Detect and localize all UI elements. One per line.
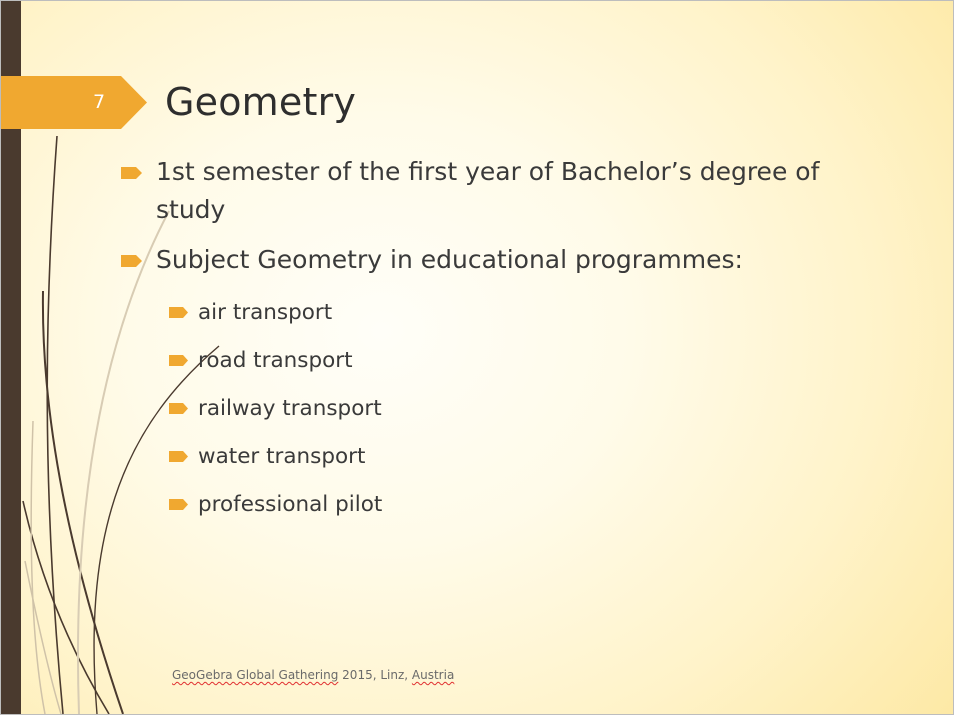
sub-bullet-text: railway transport [198, 396, 382, 421]
sub-bullet-item [169, 487, 382, 523]
bullet-item [121, 153, 851, 229]
arrow-bullet-icon [169, 355, 189, 366]
arrow-bullet-icon [169, 307, 189, 318]
sub-bullet-text: water transport [198, 444, 366, 469]
slide-number: 7 [92, 91, 106, 113]
sub-bullet-list [169, 295, 382, 535]
slide-number-tag [1, 76, 149, 129]
sub-bullet-item [169, 343, 382, 379]
sub-bullet-item [169, 439, 382, 475]
bullet-item [121, 241, 851, 279]
slide-title: Geometry [165, 80, 357, 124]
slide-footer [172, 668, 454, 682]
sub-bullet-text: air transport [198, 300, 333, 325]
bullet-list [121, 153, 851, 291]
arrow-bullet-icon [121, 255, 143, 267]
bullet-text: 1st semester of the first year of Bachelor’s degree of study [156, 157, 820, 224]
footer-country: Austria [411, 668, 455, 682]
sub-bullet-text: road transport [198, 348, 353, 373]
footer-year-location: 2015, Linz, [338, 668, 412, 682]
sub-bullet-item [169, 391, 382, 427]
sub-bullet-item [169, 295, 382, 331]
footer-event-name: GeoGebra Global Gathering [172, 668, 339, 682]
bullet-text: Subject Geometry in educational programmes: [156, 245, 743, 274]
arrow-bullet-icon [169, 403, 189, 414]
arrow-bullet-icon [169, 499, 189, 510]
sub-bullet-text: professional pilot [198, 492, 383, 517]
arrow-bullet-icon [121, 167, 143, 179]
arrow-bullet-icon [169, 451, 189, 462]
